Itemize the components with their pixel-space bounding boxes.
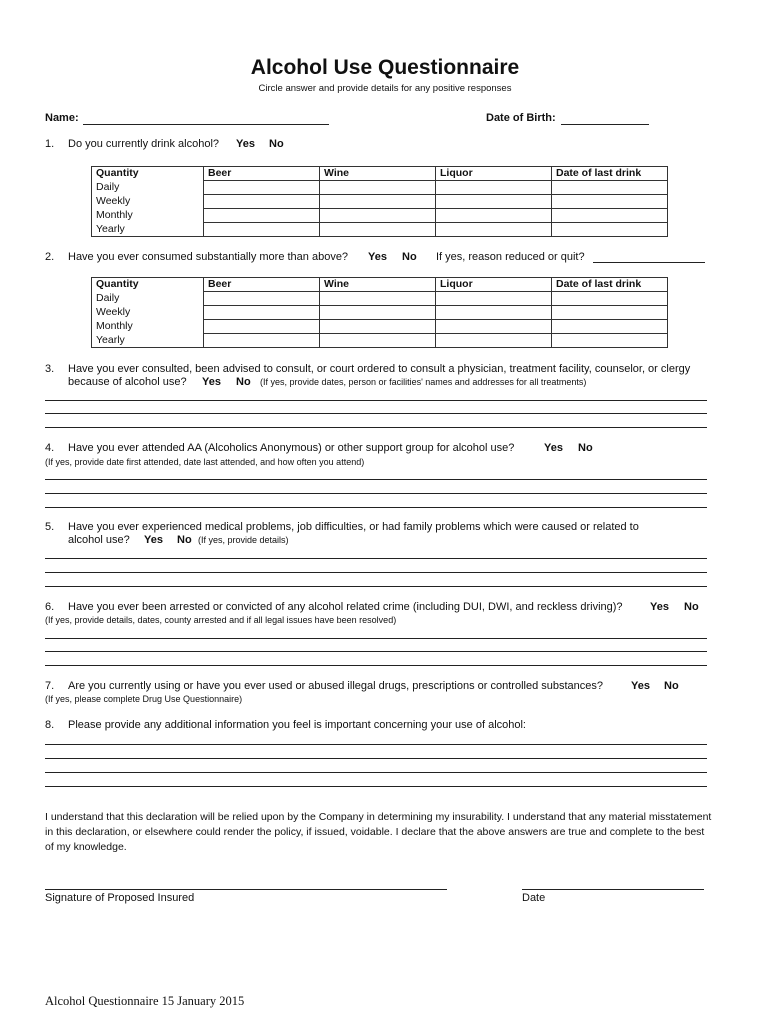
table-cell[interactable] (204, 181, 320, 195)
table-cell[interactable] (204, 306, 320, 320)
table-cell[interactable] (436, 334, 552, 348)
table-cell[interactable] (436, 306, 552, 320)
q3-note: (If yes, provide dates, person or facilities' names and addresses for all treatments) (260, 377, 587, 387)
q4-number: 4. (45, 442, 55, 454)
q8-number: 8. (45, 719, 55, 731)
table-header: Liquor (436, 278, 552, 292)
table-cell[interactable] (204, 209, 320, 223)
q7-note: (If yes, please complete Drug Use Questionnaire) (45, 694, 243, 704)
q3-yes[interactable]: Yes (202, 376, 221, 388)
q5-answer-line[interactable] (45, 572, 707, 573)
table-header: Beer (204, 278, 320, 292)
q8-answer-line[interactable] (45, 758, 707, 759)
table-cell[interactable] (204, 223, 320, 237)
table-cell[interactable] (436, 181, 552, 195)
table-cell[interactable] (436, 320, 552, 334)
q7-no[interactable]: No (664, 680, 679, 692)
q2-quantity-table (91, 277, 668, 348)
q1-no[interactable]: No (269, 138, 284, 150)
table-row-label: Monthly (92, 320, 204, 334)
q6-answer-line[interactable] (45, 651, 707, 652)
q4-no[interactable]: No (578, 442, 593, 454)
q1-text: Do you currently drink alcohol? (68, 138, 220, 150)
table-cell[interactable] (552, 181, 668, 195)
q5-answer-line[interactable] (45, 586, 707, 587)
table-cell[interactable] (552, 209, 668, 223)
table-cell[interactable] (204, 292, 320, 306)
form-title: Alcohol Use Questionnaire (250, 56, 520, 79)
q4-text: Have you ever attended AA (Alcoholics Anonymous) or other support group for alcohol use? (68, 442, 515, 454)
name-field[interactable] (83, 124, 329, 125)
table-cell[interactable] (552, 334, 668, 348)
table-header: Wine (320, 278, 436, 292)
q1-yes[interactable]: Yes (236, 138, 255, 150)
q5-no[interactable]: No (177, 534, 192, 546)
table-cell[interactable] (552, 292, 668, 306)
table-row-label: Daily (92, 181, 204, 195)
table-cell[interactable] (552, 320, 668, 334)
table-cell[interactable] (320, 306, 436, 320)
q4-answer-line[interactable] (45, 479, 707, 480)
table-cell[interactable] (436, 195, 552, 209)
q6-text: Have you ever been arrested or convicted of any alcohol related crime (including DUI, DWI, and reckless driving)? (68, 601, 623, 613)
table-cell[interactable] (436, 223, 552, 237)
q6-no[interactable]: No (684, 601, 699, 613)
q7-number: 7. (45, 680, 55, 692)
table-cell[interactable] (320, 334, 436, 348)
q2-no[interactable]: No (402, 251, 417, 263)
table-cell[interactable] (204, 334, 320, 348)
q7-text: Are you currently using or have you ever used or abused illegal drugs, prescriptions or controlled substances? (68, 680, 604, 692)
q3-text: Have you ever consulted, been advised to consult, or court ordered to consult a physician, treatment facility, counselor, or clergy (68, 363, 691, 375)
q6-note: (If yes, provide details, dates, county arrested and if all legal issues have been resolved) (45, 615, 397, 625)
q1-quantity-table (91, 166, 668, 237)
q2-text: Have you ever consumed substantially more than above? (68, 251, 349, 263)
table-header: Liquor (436, 167, 552, 181)
q3-answer-line[interactable] (45, 400, 707, 401)
table-row-label: Yearly (92, 223, 204, 237)
table-cell[interactable] (552, 195, 668, 209)
table-cell[interactable] (552, 223, 668, 237)
q8-answer-line[interactable] (45, 744, 707, 745)
q5-yes[interactable]: Yes (144, 534, 163, 546)
q1-number: 1. (45, 138, 55, 150)
q4-note: (If yes, provide date first attended, date last attended, and how often you attend) (45, 457, 365, 467)
table-cell[interactable] (204, 195, 320, 209)
q5-text-cont: alcohol use? (68, 534, 130, 546)
table-cell[interactable] (320, 209, 436, 223)
table-row-label: Daily (92, 292, 204, 306)
q8-text: Please provide any additional information you feel is important concerning your use of alcohol: (68, 719, 526, 731)
table-cell[interactable] (552, 306, 668, 320)
q8-answer-line[interactable] (45, 772, 707, 773)
q3-number: 3. (45, 363, 55, 375)
q3-answer-line[interactable] (45, 427, 707, 428)
q8-answer-line[interactable] (45, 786, 707, 787)
table-cell[interactable] (320, 181, 436, 195)
q2-number: 2. (45, 251, 55, 263)
q2-followup: If yes, reason reduced or quit? (436, 251, 585, 263)
table-header: Quantity (92, 278, 204, 292)
footer-text: Alcohol Questionnaire 15 January 2015 (45, 994, 245, 1008)
q5-number: 5. (45, 521, 55, 533)
q4-answer-line[interactable] (45, 507, 707, 508)
name-label: Name: (45, 112, 79, 124)
table-row-label: Monthly (92, 209, 204, 223)
dob-label: Date of Birth: (486, 112, 556, 124)
q4-answer-line[interactable] (45, 493, 707, 494)
table-row-label: Yearly (92, 334, 204, 348)
signature-field[interactable] (45, 889, 447, 890)
date-field[interactable] (522, 889, 704, 890)
q2-yes[interactable]: Yes (368, 251, 387, 263)
table-cell[interactable] (436, 292, 552, 306)
table-header: Quantity (92, 167, 204, 181)
table-header: Date of last drink (552, 278, 668, 292)
table-header: Beer (204, 167, 320, 181)
q6-answer-line[interactable] (45, 638, 707, 639)
table-header: Wine (320, 167, 436, 181)
table-row-label: Weekly (92, 306, 204, 320)
q3-text-cont: because of alcohol use? (68, 376, 187, 388)
q4-yes[interactable]: Yes (544, 442, 563, 454)
q6-number: 6. (45, 601, 55, 613)
signature-label: Signature of Proposed Insured (45, 892, 195, 904)
q5-note: (If yes, provide details) (198, 535, 289, 545)
q6-yes[interactable]: Yes (650, 601, 669, 613)
table-cell[interactable] (320, 195, 436, 209)
table-cell[interactable] (320, 320, 436, 334)
table-cell[interactable] (436, 209, 552, 223)
q7-yes[interactable]: Yes (631, 680, 650, 692)
q6-answer-line[interactable] (45, 665, 707, 666)
q3-answer-line[interactable] (45, 413, 707, 414)
table-cell[interactable] (320, 223, 436, 237)
q3-no[interactable]: No (236, 376, 251, 388)
q2-followup-field[interactable] (593, 262, 705, 263)
table-cell[interactable] (204, 320, 320, 334)
table-header: Date of last drink (552, 167, 668, 181)
table-row-label: Weekly (92, 195, 204, 209)
dob-field[interactable] (561, 124, 649, 125)
table-cell[interactable] (320, 292, 436, 306)
declaration-text: I understand that this declaration will be relied upon by the Company in determining my insurability. I understand that any material misstatement in this declaration, or elsewhere could render the policy, if issued, voidable. I declare that the above answers are true and complete to the best of my knowledge. (45, 811, 712, 853)
date-label: Date (522, 892, 546, 904)
q5-text: Have you ever experienced medical problems, job difficulties, or had family problems which were caused or related to (68, 521, 639, 533)
q5-answer-line[interactable] (45, 558, 707, 559)
form-subtitle: Circle answer and provide details for any positive responses (258, 83, 512, 94)
